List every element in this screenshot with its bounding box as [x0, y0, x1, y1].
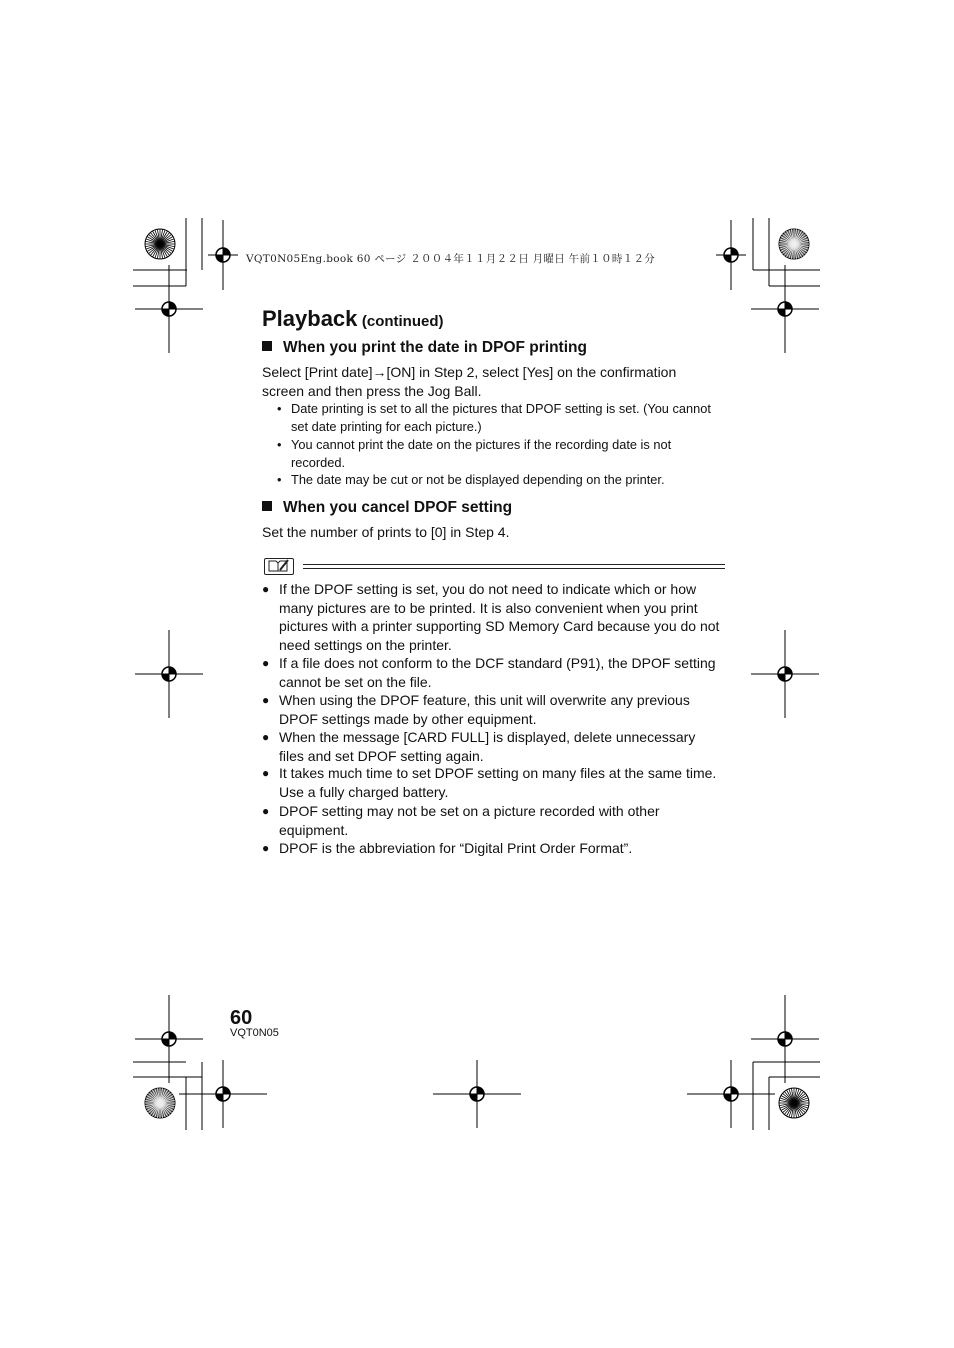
note-bullet-icon: ●: [262, 804, 270, 818]
note-bullet-icon: ●: [262, 841, 270, 855]
square-bullet-icon: [262, 341, 272, 351]
model-code: VQT0N05: [230, 1027, 279, 1039]
heading-text: When you print the date in DPOF printing: [283, 339, 587, 356]
list-item: [277, 471, 717, 489]
color-target-icon: [145, 229, 175, 259]
list-item-text: You cannot print the date on the pictures if the recording date is not recorded.: [291, 437, 672, 470]
note-item: [262, 764, 724, 801]
page-title: [262, 306, 444, 332]
section-paragraph: [262, 363, 732, 401]
paragraph-line: screen and then press the Jog Ball.: [262, 383, 482, 399]
list-item-text: Date printing is set to all the pictures that DPOF setting is set. (You cannot set date printing for each picture.): [291, 401, 711, 434]
registration-mark-icon: [179, 1060, 267, 1128]
print-header-line: VQT0N05Eng.book 60 ページ ２００４年１１月２２日 月曜日 午前１０時１２分: [246, 253, 656, 265]
section-heading-cancel: [262, 499, 512, 517]
bullet-icon: •: [277, 401, 282, 416]
registration-mark-icon: [135, 630, 203, 718]
note-item: [262, 728, 724, 765]
note-text: When using the DPOF feature, this unit will overwrite any previous DPOF settings made by other equipment.: [279, 692, 690, 727]
registration-mark-icon: [751, 265, 819, 353]
note-text: DPOF is the abbreviation for “Digital Print Order Format”.: [279, 840, 633, 856]
registration-mark-icon: [135, 995, 203, 1083]
note-text: If a file does not conform to the DCF standard (P91), the DPOF setting cannot be set on the file.: [279, 655, 716, 690]
square-bullet-icon: [262, 501, 272, 511]
registration-mark-icon: [433, 1060, 521, 1128]
color-target-icon: [779, 229, 809, 259]
list-item: [277, 436, 717, 471]
note-bullet-icon: ●: [262, 582, 270, 596]
note-item: [262, 580, 724, 654]
note-item: [262, 839, 724, 858]
note-bullet-icon: ●: [262, 766, 270, 780]
note-item: [262, 691, 724, 728]
note-text: DPOF setting may not be set on a picture recorded with other equipment.: [279, 803, 660, 838]
note-bullet-icon: ●: [262, 730, 270, 744]
registration-mark-icon: [751, 630, 819, 718]
color-target-icon: [145, 1088, 175, 1118]
paragraph-line: Set the number of prints to [0] in Step 4.: [262, 524, 510, 540]
registration-mark-icon: [135, 265, 203, 353]
section-heading-date: [262, 339, 587, 357]
list-item-text: The date may be cut or not be displayed depending on the printer.: [291, 472, 665, 487]
color-target-icon: [779, 1088, 809, 1118]
paragraph-line: Select [Print date]→[ON] in Step 2, select [Yes] on the confirmation: [262, 364, 677, 380]
note-item: [262, 654, 724, 691]
title-main: Playback: [262, 306, 358, 331]
registration-mark-icon: [751, 995, 819, 1083]
note-bullet-icon: ●: [262, 656, 270, 670]
list-item: [277, 400, 717, 435]
heading-text: When you cancel DPOF setting: [283, 499, 513, 516]
note-bullet-icon: ●: [262, 693, 270, 707]
note-text: When the message [CARD FULL] is displayed, delete unnecessary files and set DPOF setting again.: [279, 729, 696, 764]
note-item: [262, 802, 724, 839]
registration-mark-icon: [208, 220, 238, 290]
note-divider: [303, 564, 725, 569]
registration-mark-icon: [687, 1060, 775, 1128]
registration-mark-icon: [716, 220, 746, 290]
bullet-icon: •: [277, 472, 282, 487]
section-paragraph: [262, 523, 732, 542]
title-suffix: (continued): [361, 313, 444, 330]
page-number: 60: [230, 1007, 253, 1029]
note-text: If the DPOF setting is set, you do not need to indicate which or how many pictures are to be printed. It is also convenient when you print pictures with a printer supporting SD Memory Card because you do not need settings on the printer.: [279, 581, 720, 653]
note-text: It takes much time to set DPOF setting on many files at the same time. Use a fully charged battery.: [279, 765, 717, 800]
note-pencil-icon: [264, 558, 294, 575]
bullet-icon: •: [277, 437, 282, 452]
